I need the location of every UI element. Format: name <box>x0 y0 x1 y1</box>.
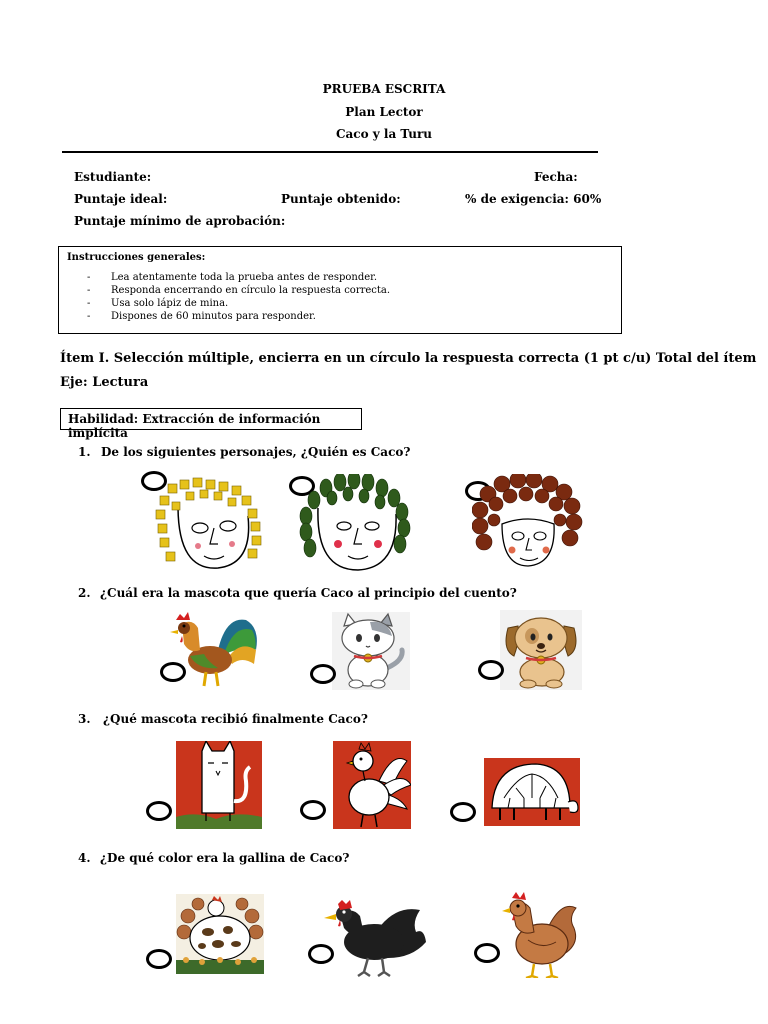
ideal-score-label: Puntaje ideal: <box>74 192 168 206</box>
answer-circle[interactable] <box>450 802 476 822</box>
answer-circle[interactable] <box>310 664 336 684</box>
skill-box: Habilidad: Extracción de información implícita <box>60 408 362 430</box>
answer-circle[interactable] <box>146 949 172 969</box>
answer-circle[interactable] <box>146 801 172 821</box>
instruction-item: - Responda encerrando en círculo la respuesta correcta. <box>87 284 390 297</box>
min-score-label: Puntaje mínimo de aprobación: <box>74 214 286 228</box>
question-number: 1. <box>78 445 91 459</box>
answer-circle[interactable] <box>308 944 334 964</box>
answer-circle[interactable] <box>300 800 326 820</box>
dog-image <box>500 610 582 690</box>
face-yellow-hair-image <box>148 476 272 580</box>
question-number: 2. <box>78 586 91 600</box>
red-turtle-image <box>484 758 580 826</box>
instruction-item: - Dispones de 60 minutos para responder. <box>87 310 390 323</box>
question-text: ¿De qué color era la gallina de Caco? <box>100 851 350 865</box>
test-title: PRUEBA ESCRITA <box>322 82 446 96</box>
answer-circle[interactable] <box>478 660 504 680</box>
question-number: 4. <box>78 851 91 865</box>
instructions-title: Instrucciones generales: <box>67 252 206 263</box>
instructions-list <box>87 271 390 323</box>
answer-circle[interactable] <box>160 662 186 682</box>
question-text: De los siguientes personajes, ¿Quién es Caco? <box>101 445 411 459</box>
brown-hen-image <box>498 888 580 978</box>
black-hen-image <box>312 898 430 978</box>
header-divider <box>62 151 598 153</box>
axis-label: Eje: Lectura <box>60 375 149 390</box>
book-title: Caco y la Turu <box>335 127 433 141</box>
red-hen-image <box>333 741 411 829</box>
student-label: Estudiante: <box>74 170 152 184</box>
red-cat-image <box>176 741 262 829</box>
item-title: Ítem I. Selección múltiple, encierra en un círculo la respuesta correcta (1 pt c/u) Total del ítem <box>60 351 757 366</box>
cat-image <box>332 612 410 690</box>
test-subtitle: Plan Lector <box>345 105 423 119</box>
question-text: ¿Qué mascota recibió finalmente Caco? <box>103 712 368 726</box>
date-label: Fecha: <box>534 170 578 184</box>
answer-circle[interactable] <box>474 943 500 963</box>
obtained-score-label: Puntaje obtenido: <box>281 192 401 206</box>
question-text: ¿Cuál era la mascota que quería Caco al principio del cuento? <box>100 586 517 600</box>
instruction-item: - Usa solo lápiz de mina. <box>87 297 390 310</box>
face-green-hair-image <box>296 474 416 578</box>
exigency-label: % de exigencia: 60% <box>465 192 602 206</box>
instruction-item: - Lea atentamente toda la prueba antes de responder. <box>87 271 390 284</box>
instructions-box <box>58 246 622 334</box>
face-red-curly-hair-image <box>472 474 584 574</box>
question-number: 3. <box>78 712 91 726</box>
patterned-hen-image <box>176 894 264 974</box>
